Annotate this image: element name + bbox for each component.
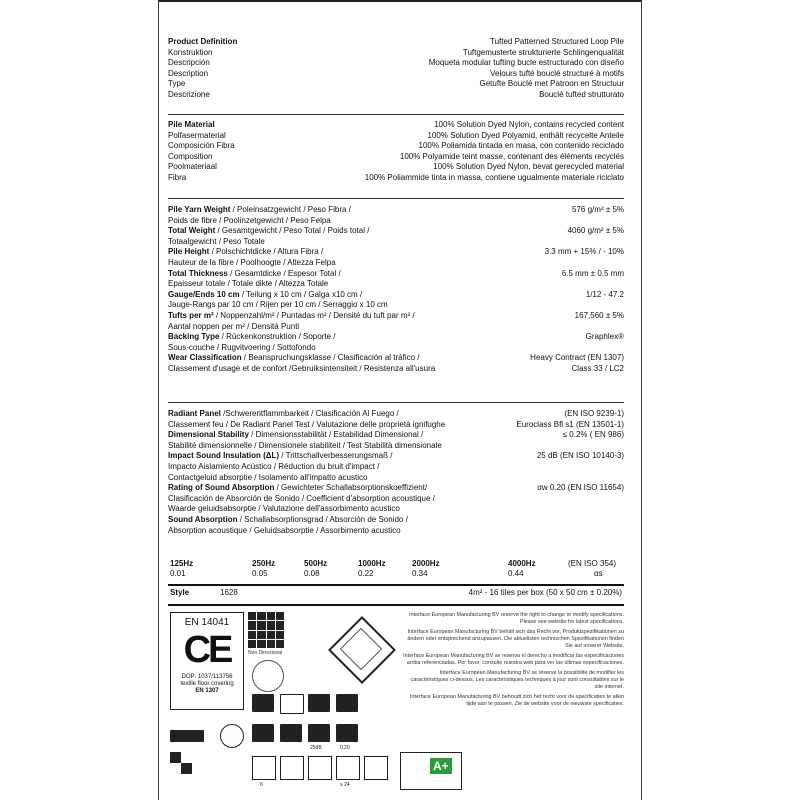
absorption-value: 0.44 [508,569,524,578]
row-label-translations: / Rückenkonstruktion / Soporte / [219,332,336,342]
bottom-label: ≥ 24 [340,782,350,788]
spec-row [168,69,624,80]
row-value: 576 g/m² ± 5% [572,205,624,214]
row-label-translations: /Schwerentflammbarkeit / Clasificación Al Fuego / [220,409,399,418]
row-label-translations: Waarde geluidsabsorptie / Valutazione dell'assorbimento acustico [168,504,400,514]
spec-row [168,79,624,90]
spec-row [168,441,624,452]
wet-cleaning-icon [336,694,358,712]
certification-seal-icon [252,660,284,692]
row-label-translations: Contactgeluid absorptie / Isolamento all'impatto acustico [168,472,368,482]
row-label-translations: Stabilité dimensionnelle / Dimensionele stabiliteit / Test Stabilità dimensionale [168,440,442,450]
non-directional-caption: Non Directional [248,650,283,656]
row-value: 100% Poliammide tinta in massa, contiene ugualmente materiale riciclato [364,172,624,182]
eco-seal-icon [220,724,244,748]
spec-row [168,494,624,505]
row-value: Class 33 / LC2 [571,363,624,373]
row-value: 100% Solution Dyed Polyamid, enthält recycelte Anteile [427,130,624,140]
frequency-header: 125Hz [170,559,194,568]
frequency-header: 1000Hz [358,559,386,568]
bottom-label: 6 [260,782,263,788]
legal-disclaimer [402,612,624,711]
row-value: 100% Polyamide teint masse, contenant des éléments recyclés [399,151,624,161]
absorption-value: 0.05 [252,569,268,578]
row-label: Description [168,68,209,78]
spec-row [168,483,624,494]
divider [168,584,624,586]
row-label: Fibra [168,172,187,182]
row-label-bold: Dimensional Stability [168,430,249,440]
spec-row [168,205,624,216]
row-label-bold: Backing Type [168,332,220,342]
row-value: 167,560 ± 5% [574,310,624,320]
row-label-translations: / Schallabsorptionsgrad / Absorción de Sonido / [237,514,408,524]
row-label-translations: / Gesamtgewicht / Peso Total / Poids total / [215,226,370,236]
row-label-translations: / Trittschallverbesserungsmaß / [279,451,393,461]
row-label-translations: Totaalgewicht / Peso Totale [168,236,265,246]
spec-row [168,58,624,69]
row-label-bold: Rating of Sound Absorption [168,483,275,493]
frequency-header: 4000Hz [508,559,536,568]
spec-row [168,526,624,537]
row-value: Heavy Contract (EN 1307) [530,353,624,363]
chair-castor-icon [308,694,330,712]
frequency-header: (EN ISO 354) [568,559,617,568]
spec-row [168,311,624,322]
absorption-value: 0.22 [358,569,374,578]
row-label-translations: / Poleinsatzgewicht / Peso Fibra / [230,205,351,214]
divider [168,402,624,403]
spec-row [168,430,624,441]
row-label-translations: Classement d'usage et de confort /Gebruiksintensiteit / Resistenza all'usura [168,363,436,373]
absorption-label: 0.20 [340,745,350,751]
row-value: 1/12 - 47.2 [585,289,624,299]
row-label: Descripción [168,58,210,68]
spec-row [168,37,624,48]
row-value: Graphlex® [585,332,624,342]
frequency-header: 2000Hz [412,559,440,568]
spec-row [168,409,624,420]
row-label-translations: Clasificación de Absorción de Sonido / Coefficient d'absorption acoustique / [168,493,435,503]
rolling-chair-icon [280,756,304,780]
spec-row [168,353,624,364]
spec-row [168,120,624,131]
row-label: Type [168,79,186,89]
absorption-value: 0.34 [412,569,428,578]
row-label-translations: / Beanspruchungsklasse / Clasificación al tráfico / [241,353,420,363]
packaging-info: 4m² - 16 tiles per box (50 x 50 cm ± 0.20%) [468,588,622,597]
spec-row [168,290,624,301]
row-label-translations: / Dimensionsstabilität / Estabilidad Dimensional / [248,430,424,440]
row-label-bold: Total Thickness [168,268,228,278]
row-label-bold: Sound Absorption [168,514,238,524]
row-label-translations: Hauteur de la fibre / Poolhoogte / Altezza Felpa [168,257,336,267]
impact-sound-label: 25dB [310,745,322,751]
row-label-translations: Sous-couche / Rugvitvoering / Sottofondo [168,342,316,352]
spec-row [168,420,624,431]
row-value: Getufte Bouclé met Patroon en Structuur [479,79,624,89]
row-value: Velours tufté bouclé structuré à motifs [490,68,624,78]
row-label-translations: / Noppenzahl/m² / Puntadas m² / Densité du tuft par m² / [213,310,415,320]
ce-standard: EN 14041 [184,617,230,628]
row-label-translations: / Gewichteter Schallabsorptionskoeffizient/ [274,483,428,493]
ce-mark-icon: CE [183,629,231,671]
row-label: Composition [168,151,213,161]
frequency-table [168,559,624,579]
performance-section [168,409,624,536]
spec-row [168,322,624,333]
spec-row [168,90,624,101]
spec-row [168,48,624,59]
disc-icon [336,756,360,780]
underfloor-heating-icon [252,694,274,712]
row-label-bold: Pile Yarn Weight [168,205,231,214]
spec-row [168,332,624,343]
absorption-value: αs [594,569,603,578]
row-value: 100% Solution Dyed Nylon, bevat gerecycled material [433,162,624,172]
spec-row [168,216,624,227]
friesland-logo [170,730,204,742]
spec-row [168,300,624,311]
row-value: αw 0.20 (EN ISO 11654) [537,483,624,493]
spec-row [168,131,624,142]
spec-row [168,515,624,526]
row-label-translations: / Polschichtdicke / Altura Fibra / [209,247,324,257]
row-value: Tuftgemusterte strukturierte Schlingenqualität [462,47,624,57]
row-value: Tufted Patterned Structured Loop Pile [489,37,624,46]
stairs-icon [280,694,304,714]
spec-row [168,173,624,184]
sound-impact-icon [308,724,330,742]
row-label-translations: Jauge-Rangs par 10 cm / Rijen per 10 cm / Serraggio x 10 cm [168,300,388,310]
sound-absorption-icon [336,724,358,742]
row-label-bold: Radiant Panel [168,409,221,418]
style-code: 1628 [220,588,238,597]
product-definition-section [168,37,624,101]
legal-paragraph: Interface European Manufacturing BV reserve the right to change or modify specifications. Please see website for latest specifications. [409,612,624,625]
row-label: Poolmateriaal [168,162,217,172]
row-label-bold: Tufts per m² [168,310,214,320]
legal-paragraph: Interface European Manufacturing BV se reserva el derecho a modificar las especificaciones arriba referenciadas. Por favor, consulte nuestra web para ver las últimas especificaciones. [403,653,624,666]
row-label: Descrizione [168,89,210,99]
row-value: Bouclé tufted strutturato [539,89,624,99]
spec-row [168,226,624,237]
dop-number: DOP: 1037/113756 [181,674,233,680]
spec-row [168,269,624,280]
legal-paragraph: Interface European Manufacturing BV behält sich das Recht vor, Produktspezifikationen zu ändern oder entsprechend anzupassen. Die aktuellsten technischen Spezifikationen finden Sie auf unserer Website. [407,629,624,649]
tools-icon [364,756,388,780]
row-label-translations: Aantal noppen per m² / Densità Punti [168,321,300,331]
spec-row [168,343,624,354]
emission-grade: A+ [430,758,452,774]
spec-row [168,462,624,473]
legal-paragraph: Interface European Manufacturing BV behoudt zich het recht voor de specificaties te allen tijde aan te passen. Zie de website voor de nieuwste specificaties. [410,694,624,707]
row-label-translations: Classement feu / De Radiant Panel Test / Valutazione delle proprietà ignifughe [168,419,446,429]
row-label-translations: Poids de fibre / Poolinzetgewicht / Peso Felpa [168,215,331,225]
row-label: Polfasermaterial [168,130,226,140]
pile-material-section [168,120,624,184]
row-value: 100% Solution Dyed Nylon, contains recycled content [434,120,624,129]
row-label-bold: Gauge/Ends 10 cm [168,289,240,299]
row-label-translations: Absorption acoustique / Geluidsabsorptie / Assorbimento acustico [168,525,401,535]
spec-row [168,364,624,375]
dimensional-icon [252,756,276,780]
divider [168,198,624,199]
divider [168,604,624,606]
row-value: 6.5 mm ± 0.5 mm [561,268,624,278]
row-value: Moqueta modular tufting bucle estructurado con diseño [428,58,624,68]
frequency-header: 250Hz [252,559,276,568]
spec-row [168,141,624,152]
divider [168,114,624,115]
castor-chair-icon [252,724,274,742]
style-label: Style [170,588,190,597]
spec-row [168,152,624,163]
absorption-value: 0.08 [304,569,320,578]
en-norm: EN 1307 [195,688,219,694]
row-value: (EN ISO 9239-1) [564,409,624,418]
absorption-value: 0.01 [170,569,186,578]
spec-row [168,237,624,248]
row-value: ≤ 0.2% ( EN 986) [562,430,624,440]
antistatic-icon [280,724,302,742]
row-label-bold: Impact Sound Insulation (ΔL) [168,451,280,461]
spec-row [168,162,624,173]
row-label-translations: / Teilung x 10 cm / Galga x10 cm / [239,289,363,299]
row-value: 3.3 mm + 15% / - 10% [544,247,624,257]
spec-row [168,279,624,290]
row-value: Euroclass Bfl s1 (EN 13501-1) [516,419,624,429]
row-label-bold: Pile Height [168,247,210,257]
row-label-bold: Total Weight [168,226,216,236]
row-label: Pile Material [168,120,215,129]
checkerboard-logo [170,752,192,774]
spec-row [168,247,624,258]
row-label: Composición Fibra [168,141,235,151]
ce-label [170,612,244,710]
tile-grid-icon [248,612,284,648]
textile-label: textile floor covering [180,681,234,687]
row-label-bold: Wear Classification [168,353,242,363]
row-label-translations: Impacto Aislamiento Acústico / Réduction du bruit d'impact / [168,461,380,471]
row-label-translations: / Gesamtdicke / Espesor Total / [227,268,341,278]
row-value: 4060 g/m² ± 5% [567,226,624,236]
row-value: 25 dB (EN ISO 10140-3) [536,451,624,461]
flooring-icon [308,756,332,780]
row-label: Konstruktion [168,47,213,57]
specs-section [168,205,624,375]
row-label: Product Definition [168,37,238,46]
frequency-header: 500Hz [304,559,328,568]
legal-paragraph: Interface European Manufacturing BV se réserve la possibilité de modifier les caractéristiques ci-dessus. Les caractéristiques techniques à jour sont consultables sur le site internet. [410,670,624,690]
row-label-translations: Epaisseur totale / Totale dikte / Altezza Totale [168,279,329,289]
spec-row [168,473,624,484]
row-value: 100% Poliamida tintada en masa, con contenido reciclado [418,141,624,151]
spec-row [168,504,624,515]
spec-row [168,258,624,269]
spec-row [168,451,624,462]
